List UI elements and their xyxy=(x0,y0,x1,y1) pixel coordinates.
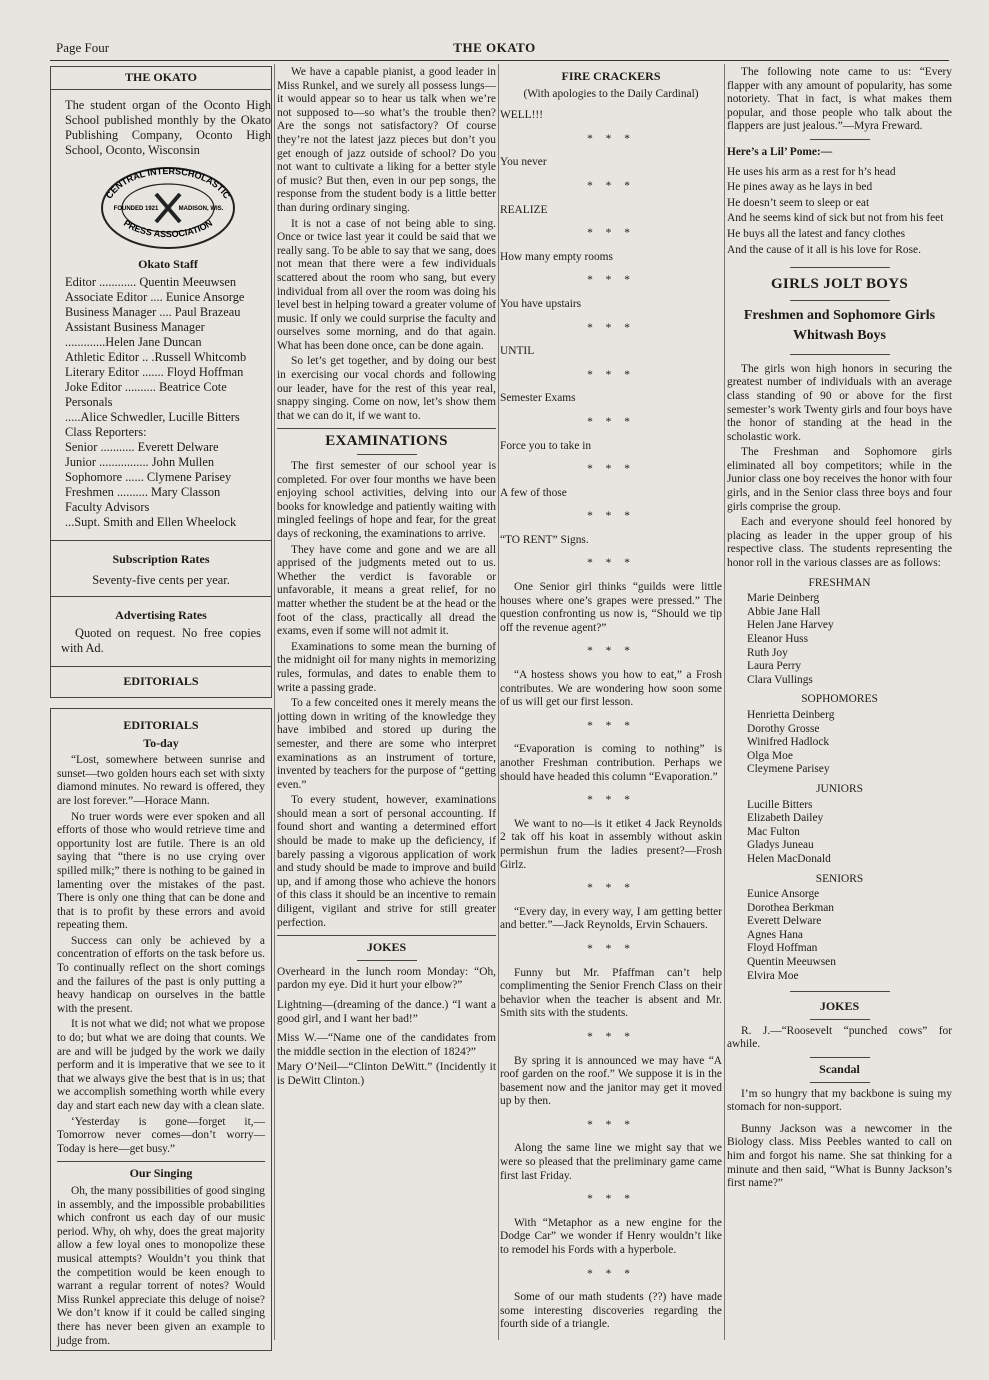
examinations-heading: EXAMINATIONS xyxy=(325,433,448,450)
student-name: Floyd Hoffman xyxy=(747,942,818,955)
section-rule xyxy=(277,935,496,936)
seal-right-text: MADISON, WIS. xyxy=(178,205,224,212)
fire-cracker-item: Funny but Mr. Pfaffman can’t help complimenting the Senior French Class on their behavior when the teacher is absent and Mr. Smith sits with the students. xyxy=(500,966,722,1020)
verse-line: REALIZE xyxy=(500,203,548,216)
star-separator: * * * xyxy=(587,274,635,287)
fire-crackers-subheading: (With apologies to the Daily Cardinal) xyxy=(523,87,699,100)
honor-roll-list xyxy=(727,709,952,777)
star-separator: * * * xyxy=(587,719,635,732)
singing-paragraph: We have a capable pianist, a good leader in Miss Runkel, and we surely all possess lungs—it would appear so to hear us talk when we’re not supposed to—so what’s the trouble then? Are the songs not satisfactory? Of course they’re not the latest jazz pieces but don’t you get enough of jazz outside of school? Do you not want to cultivate a liking for a better style of music? But then, even in our pep songs, the response from the student body is a little better than during ordinary singing. xyxy=(277,66,496,214)
singing-paragraph: Oh, the many possibilities of good singing in assembly, and the impossible probabilities which confront us each day of our music period. Why, oh why, does the great majority allow a few loyal ones to monopolize these musical attempts? Wouldn’t you think that the competition would be keen enough to warrant a regular torrent of notes? Would Miss Runkel appreciate this deluge of noise? We don’t know if it could be called singing there has never been given an example to judge from. xyxy=(57,1184,265,1347)
singing-paragraph: So let’s get together, and by doing our best in exercising our vocal chords and following our leader, have for the rest of this year real, snappy singing. Come on now, let’s show them that we can do it, if we want to. xyxy=(277,355,496,422)
subscription-heading: Subscription Rates xyxy=(112,552,210,567)
class-heading: SOPHOMORES xyxy=(801,693,878,706)
column-4 xyxy=(727,66,952,1352)
student-name: Winifred Hadlock xyxy=(747,736,830,749)
star-separator: * * * xyxy=(587,368,635,381)
jokes-heading: JOKES xyxy=(366,940,407,955)
student-name: Cleymene Parisey xyxy=(747,763,830,776)
scandal-heading: Scandal xyxy=(819,1062,860,1077)
poem-line: He buys all the latest and fancy clothes xyxy=(727,227,906,240)
star-separator: * * * xyxy=(587,415,635,428)
class-heading: JUNIORS xyxy=(816,782,863,795)
student-name: Clara Vullings xyxy=(747,673,813,686)
star-separator: * * * xyxy=(587,1118,635,1131)
verse-line: Semester Exams xyxy=(500,392,576,405)
scandal-paragraph: Bunny Jackson was a newcomer in the Biology class. Miss Peebles wanted to call on him and forgot his name. She sat thinking for a minute and then said, “What is Bunny Jackson’s first name?” xyxy=(727,1122,952,1190)
staff-line: Freshmen .......... Mary Classon xyxy=(65,485,221,500)
heading-rule xyxy=(790,300,890,301)
student-name: Marie Deinberg xyxy=(747,592,820,605)
fire-cracker-item: One Senior girl thinks “guilds were little houses where one’s grapes were pressed.” The question confronting us now is, “Should we tip off the revenue agent?” xyxy=(500,581,722,634)
student-name: Lucille Bitters xyxy=(747,798,813,811)
section-rule xyxy=(810,1057,870,1058)
student-name: Elvira Moe xyxy=(747,969,799,982)
advertising-heading: Advertising Rates xyxy=(115,607,207,622)
heading-rule xyxy=(810,1019,870,1020)
joke-item: Mary O’Neil—“Clinton DeWitt.” (Incidently it is DeWitt Clinton.) xyxy=(277,1061,496,1087)
girls-heading: GIRLS JOLT BOYS xyxy=(770,276,909,293)
student-name: Gladys Juneau xyxy=(747,839,814,852)
fire-cracker-item: By spring it is announced we may have “A roof garden on the roof.” We suppose it is in the basement now and the janitor may get it moved up by then. xyxy=(500,1054,722,1108)
section-rule xyxy=(810,139,870,140)
staff-line: Sophomore ...... Clymene Parisey xyxy=(65,470,232,485)
editorial-paragraph: No truer words were ever spoken and all efforts of those who would retrieve time and opportunity lost are futile. There is an old saying that “there is no use crying over spilled milk;” there is nothing to be gained in lamenting over the mistakes of the past. There is only one thing that can be done and that is to profit by these errors and avoid repeating them. xyxy=(57,810,265,932)
exam-paragraph: They have come and gone and we are all apprised of the judgments meted out to us. Whether the verdict is favorable or unfavorable, it means a great relief, for no matter whether the student be at the head or the foot of the class, practically all dread the exams, even if some will not admit it. xyxy=(277,543,496,638)
staff-line: Literary Editor ....... Floyd Hoffman xyxy=(65,365,244,380)
masthead-title: THE OKATO xyxy=(51,67,271,90)
section-rule xyxy=(790,267,890,268)
star-separator: * * * xyxy=(587,132,635,145)
star-separator: * * * xyxy=(587,1030,635,1043)
star-separator: * * * xyxy=(587,645,635,658)
student-name: Quentin Meeuwsen xyxy=(747,956,836,969)
verse-line: WELL!!! xyxy=(500,109,544,122)
editorial-subheading: To-day xyxy=(143,735,179,750)
staff-line: .....Alice Schwedler, Lucille Bitters xyxy=(65,410,240,425)
verse-line: Force you to take in xyxy=(500,439,592,452)
fire-crackers-heading: FIRE CRACKERS xyxy=(561,69,661,83)
fire-cracker-item: Along the same line we might say that we were so pleased that the preliminary game came first last Friday. xyxy=(500,1142,722,1182)
seal-top-text: CENTRAL INTERSCHOLASTIC xyxy=(103,165,233,201)
star-separator: * * * xyxy=(587,557,635,570)
scandal-paragraph: I’m so hungry that my backbone is suing my stomach for non-support. xyxy=(727,1087,952,1114)
honor-roll-list xyxy=(727,592,952,687)
star-separator: * * * xyxy=(587,794,635,807)
class-heading: FRESHMAN xyxy=(808,576,871,589)
heading-rule xyxy=(810,1082,870,1083)
staff-line: .............Helen Jane Duncan xyxy=(65,335,202,350)
singing-paragraph: It is not a case of not being able to sing. Once or twice last year it could be said that we really sang. To be able to say that we sang, does not mean that there were a few individuals scattered about the room who sang, but every individual from all over the room was doing his level best in helping toward a greater volume of music. If only we could surprise the faculty and ourselves some morning, and do that again. What has been done once, can be done again. xyxy=(277,217,496,352)
star-separator: * * * xyxy=(587,942,635,955)
seal-left-text: FOUNDED 1921 xyxy=(113,205,159,212)
fire-cracker-item: “Every day, in every way, I am getting better and better.”—Jack Reynolds, Ervin Schauers. xyxy=(500,905,722,932)
star-separator: * * * xyxy=(587,321,635,334)
poem-line: And the cause of it all is his love for Rose. xyxy=(727,243,921,256)
star-separator: * * * xyxy=(587,510,635,523)
svg-text:PRESS ASSOCIATION xyxy=(122,218,214,239)
press-association-seal xyxy=(98,164,238,252)
masthead-box xyxy=(50,66,272,698)
student-name: Elizabeth Dailey xyxy=(747,812,824,825)
poem-line: He uses his arm as a rest for h’s head xyxy=(727,165,896,178)
staff-line: Senior ........... Everett Delware xyxy=(65,440,219,455)
header-rule xyxy=(50,60,949,61)
star-separator: * * * xyxy=(587,1267,635,1280)
heading-rule xyxy=(357,960,417,961)
staff-line: Joke Editor .......... Beatrice Cote xyxy=(65,380,227,395)
staff-heading: Okato Staff xyxy=(138,256,198,271)
fire-cracker-item: Some of our math students (??) have made some interesting discoveries regarding the fourth side of a triangle. xyxy=(500,1291,722,1331)
staff-line: Assistant Business Manager xyxy=(65,320,205,335)
joke-item: Overheard in the lunch room Monday: “Oh, pardon my eye. Did it hurt your elbow?” xyxy=(277,965,496,992)
exam-paragraph: Examinations to some mean the burning of the midnight oil for many nights in memorizing rules, formulas, and dates to enable them to write a passing grade. xyxy=(277,640,496,694)
staff-list xyxy=(65,275,271,530)
student-name: Eunice Ansorge xyxy=(747,888,820,901)
staff-line: Class Reporters: xyxy=(65,425,147,440)
student-name: Olga Moe xyxy=(747,749,793,762)
editorial-paragraph: ‘Yesterday is gone—forget it,— Tomorrow never comes—don’t worry— Today is here—get busy.” xyxy=(57,1115,265,1155)
star-separator: * * * xyxy=(587,882,635,895)
student-name: Henrietta Deinberg xyxy=(747,708,835,721)
star-separator: * * * xyxy=(587,463,635,476)
editorial-paragraph: It is not what we did; not what we propose to do; but what we are doing that counts. We are and will be judged by the work we daily perform and it is imperative that we see to it that we always give the best that is in us; that we accomplish something worth while every day and start each new day with a clean slate. xyxy=(57,1018,265,1112)
fire-cracker-item: “Evaporation is coming to nothing” is another Freshman contribution. Perhaps we should have headed this column “Evaporation.” xyxy=(500,743,722,783)
joke-item: R. J.—“Roosevelt “punched cows” for awhile. xyxy=(727,1024,952,1051)
editorial-paragraph: Success can only be achieved by a concentration of efforts on the task before us. To continually reflect on the short comings and the failures of the past is only putting a heavy handicap on ourselves in the battle with the present. xyxy=(57,934,265,1015)
subscription-text: Seventy-five cents per year. xyxy=(92,572,230,587)
verse-line: UNTIL xyxy=(500,345,535,358)
editorial-paragraph: “Lost, somewhere between sunrise and sunset—two golden hours each set with sixty diamond minutes. No reward is offered, they are lost forever.”—Horace Mann. xyxy=(57,754,265,807)
student-name: Helen MacDonald xyxy=(747,852,831,865)
editorials-heading: EDITORIALS xyxy=(123,717,199,732)
verse-line: A few of those xyxy=(500,486,567,499)
class-heading: SENIORS xyxy=(815,872,864,885)
masthead-text: The student organ of the Oconto High School published monthly by the Okato Publishing Company, Oconto High School, Oconto, Wisconsin xyxy=(65,97,271,157)
column-3 xyxy=(500,66,722,1352)
girls-paragraph: The Freshman and Sophomore girls eliminated all boy competitors; while in the Junior class one boy receives the honor with four girls, and in the Senior class three boys and four girls comprise the group. xyxy=(727,446,952,513)
column-rule xyxy=(274,64,275,1340)
column-rule xyxy=(498,64,499,1340)
page-number: Page Four xyxy=(56,40,110,55)
heading-rule xyxy=(790,354,890,355)
poem-line: He doesn’t seem to sleep or eat xyxy=(727,196,870,209)
student-name: Dorothy Grosse xyxy=(747,722,820,735)
section-rule xyxy=(277,428,496,429)
star-separator: * * * xyxy=(587,1193,635,1206)
column-2 xyxy=(277,66,496,1352)
staff-line: Faculty Advisors xyxy=(65,500,150,515)
joke-item: Lightning—(dreaming of the dance.) “I want a good girl, and I want her bad!” xyxy=(277,999,496,1025)
advertising-text: Quoted on request. No free copies with Ad. xyxy=(61,626,261,656)
verse-line: You never xyxy=(500,156,547,169)
exam-paragraph: To every student, however, examinations should mean a sort of personal accounting. If found short and wanting a determined effort should be made to make up the deficiency, if barely passing a vigorous application of work and study should be made to improve and build up, and if among those who achieve the honors of this class it should be an incentive to remain diligent, vigilant and strive for still greater perfection. xyxy=(277,794,496,929)
staff-line: Editor ............ Quentin Meeuwsen xyxy=(65,275,237,290)
column-1 xyxy=(50,66,272,1352)
girls-paragraph: The girls won high honors in securing the greatest number of individuals with an average class standing of 90 or above for the first semester’s work Twenty girls and four boys have the honor of standing at the head in the scholastic work. xyxy=(727,362,952,443)
poem-line: He pines away as he lays in bed xyxy=(727,181,873,194)
girls-subheading: Freshmen and Sophomore Girls Whitwash Boys xyxy=(743,307,936,343)
staff-line: Personals xyxy=(65,395,113,410)
student-name: Helen Jane Harvey xyxy=(747,619,834,632)
student-name: Dorothea Berkman xyxy=(747,901,834,914)
exam-paragraph: To a few conceited ones it merely means the jotting down in writing of the knowledge they have imbibed and stored up during the semester, and there are some who interpret examinations as an instrument of torture, invented by teachers for the purpose of “getting even.” xyxy=(277,697,496,791)
heading-rule xyxy=(357,454,417,455)
singing-heading: Our Singing xyxy=(129,1166,193,1181)
student-name: Mac Fulton xyxy=(747,825,800,838)
section-rule xyxy=(790,991,890,992)
exam-paragraph: The first semester of our school year is completed. For over four months we have been enjoying school activities, delving into our books for knowledge and patiently waiting with mingled feelings of hope and fear, for the great days of reckoning, the examinations to arrive. xyxy=(277,460,496,540)
student-name: Abbie Jane Hall xyxy=(747,605,821,618)
star-separator: * * * xyxy=(587,179,635,192)
staff-line: Junior ................ John Mullen xyxy=(65,455,215,470)
student-name: Everett Delware xyxy=(747,915,822,928)
flapper-note: The following note came to us: “Every flapper with any amount of popularity, has some notoriety. That in fact, is what makes them popular, and those people who talk about the flappers are just jealous.”—Myra Freward. xyxy=(727,66,952,133)
staff-line: Athletic Editor .. .Russell Whitcomb xyxy=(65,350,247,365)
verse-line: How many empty rooms xyxy=(500,250,613,263)
joke-item: Miss W.—“Name one of the candidates from the middle section in the election of 1824?” xyxy=(277,1032,496,1058)
student-name: Ruth Joy xyxy=(747,646,788,659)
fire-cracker-item: We want to no—is it etiket 4 Jack Reynolds 2 tak off his koat in assembly without askin permishun frum the ladies present?—Frosh Girlz. xyxy=(500,817,722,871)
seal-bottom-text: PRESS ASSOCIATION xyxy=(121,217,215,239)
staff-line: ...Supt. Smith and Ellen Wheelock xyxy=(65,515,237,530)
column-rule xyxy=(724,64,725,1340)
girls-paragraph: Each and everyone should feel honored by placing as leader in the upper group of his respective class. The students representing the honor roll in the various classes are as follows: xyxy=(727,516,952,570)
editorials-section xyxy=(50,708,272,1351)
honor-roll-list xyxy=(727,888,952,983)
verse-line: You have upstairs xyxy=(500,297,582,310)
student-name: Agnes Hana xyxy=(747,928,803,941)
paper-name: THE OKATO xyxy=(453,40,536,55)
student-name: Laura Perry xyxy=(747,660,802,673)
fire-cracker-item: “A hostess shows you how to eat,” a Frosh contributes. We are wondering how soon some of us will get our first lesson. xyxy=(500,669,722,709)
student-name: Eleanor Huss xyxy=(747,633,809,645)
star-separator: * * * xyxy=(587,227,635,240)
editorials-banner: EDITORIALS xyxy=(51,666,271,697)
fire-cracker-item: With “Metaphor as a new engine for the Dodge Car” we wonder if Henry wouldn’t like to remodel his Fords with a hyperbole. xyxy=(500,1216,722,1257)
staff-line: Associate Editor .... Eunice Ansorge xyxy=(65,290,245,305)
jokes-heading: JOKES xyxy=(819,999,860,1014)
verse-line: “TO RENT” Signs. xyxy=(500,533,589,546)
poem-line: And he seems kind of sick but not from his feet xyxy=(727,212,944,225)
staff-line: Business Manager .... Paul Brazeau xyxy=(65,305,241,320)
honor-roll-list xyxy=(727,799,952,867)
poem-heading: Here’s a Lil’ Pome:— xyxy=(727,145,833,158)
section-rule xyxy=(57,1161,265,1162)
